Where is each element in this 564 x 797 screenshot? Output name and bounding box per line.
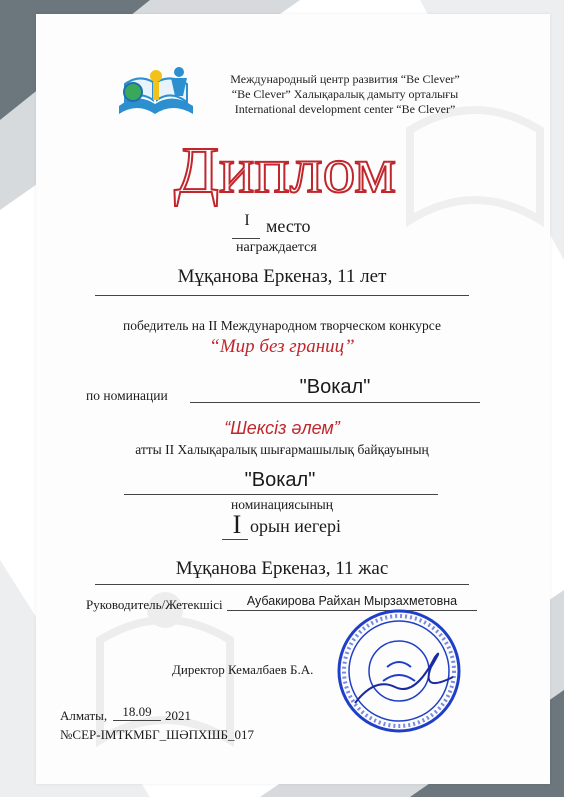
diploma-title [130, 128, 440, 208]
nomination-kz-label: номинациясының [231, 497, 333, 512]
nomination-value-kz: "Вокал" [244, 469, 316, 491]
organization-names [200, 72, 490, 117]
supervisor-label: Руководитель/Жетекшісі [86, 597, 223, 612]
place-number: I [244, 212, 250, 229]
org-name-en: International development center “Be Clever” [234, 102, 456, 116]
contest-name-ru: “Мир без границ” [209, 336, 355, 357]
place-kz-number: I [232, 510, 242, 539]
recipient-kz-underline [95, 584, 469, 585]
official-stamp [335, 607, 463, 735]
place-word: место [266, 216, 311, 236]
contest-kz-text: атты II Халықаралық шығармашылық байқауының [135, 442, 429, 457]
recipient-name-ru: Мұқанова Еркеназ, 11 лет [177, 266, 387, 287]
place-kz-underline [222, 539, 248, 540]
supervisor-name: Аубакирова Райхан Мырзахметовна [246, 594, 458, 608]
nomination-kz-underline [124, 494, 438, 495]
issue-date: 18.09 [122, 704, 152, 719]
nomination-underline [190, 402, 480, 403]
be-clever-logo [115, 62, 197, 124]
director-signature: Директор Кемалбаев Б.А. [172, 662, 314, 677]
recipient-underline [95, 295, 469, 296]
certificate-number: №СЕР-ІМТКМБГ_ШӘПХШБ_017 [60, 727, 254, 742]
date-underline [113, 720, 161, 721]
city: Алматы, [60, 708, 108, 723]
winner-text: победитель на II Международном творческом конкурсе [123, 318, 441, 333]
awarded-label: награждается [236, 240, 317, 255]
contest-name-kz: “Шексіз әлем” [224, 418, 340, 438]
diploma-title-text: Диплом [173, 134, 397, 207]
org-name-kz: “Be Clever” Халықаралық дамыту орталығы [231, 87, 459, 101]
nomination-value-ru: "Вокал" [299, 376, 371, 398]
recipient-name-kz: Мұқанова Еркеназ, 11 жас [175, 558, 389, 579]
issue-year: 2021 [165, 708, 191, 723]
place-underline [232, 238, 260, 239]
org-name-ru: Международный центр развития “Be Clever” [230, 72, 460, 86]
nomination-label: по номинации [86, 388, 168, 403]
place-kz-word: орын иегері [250, 516, 341, 536]
